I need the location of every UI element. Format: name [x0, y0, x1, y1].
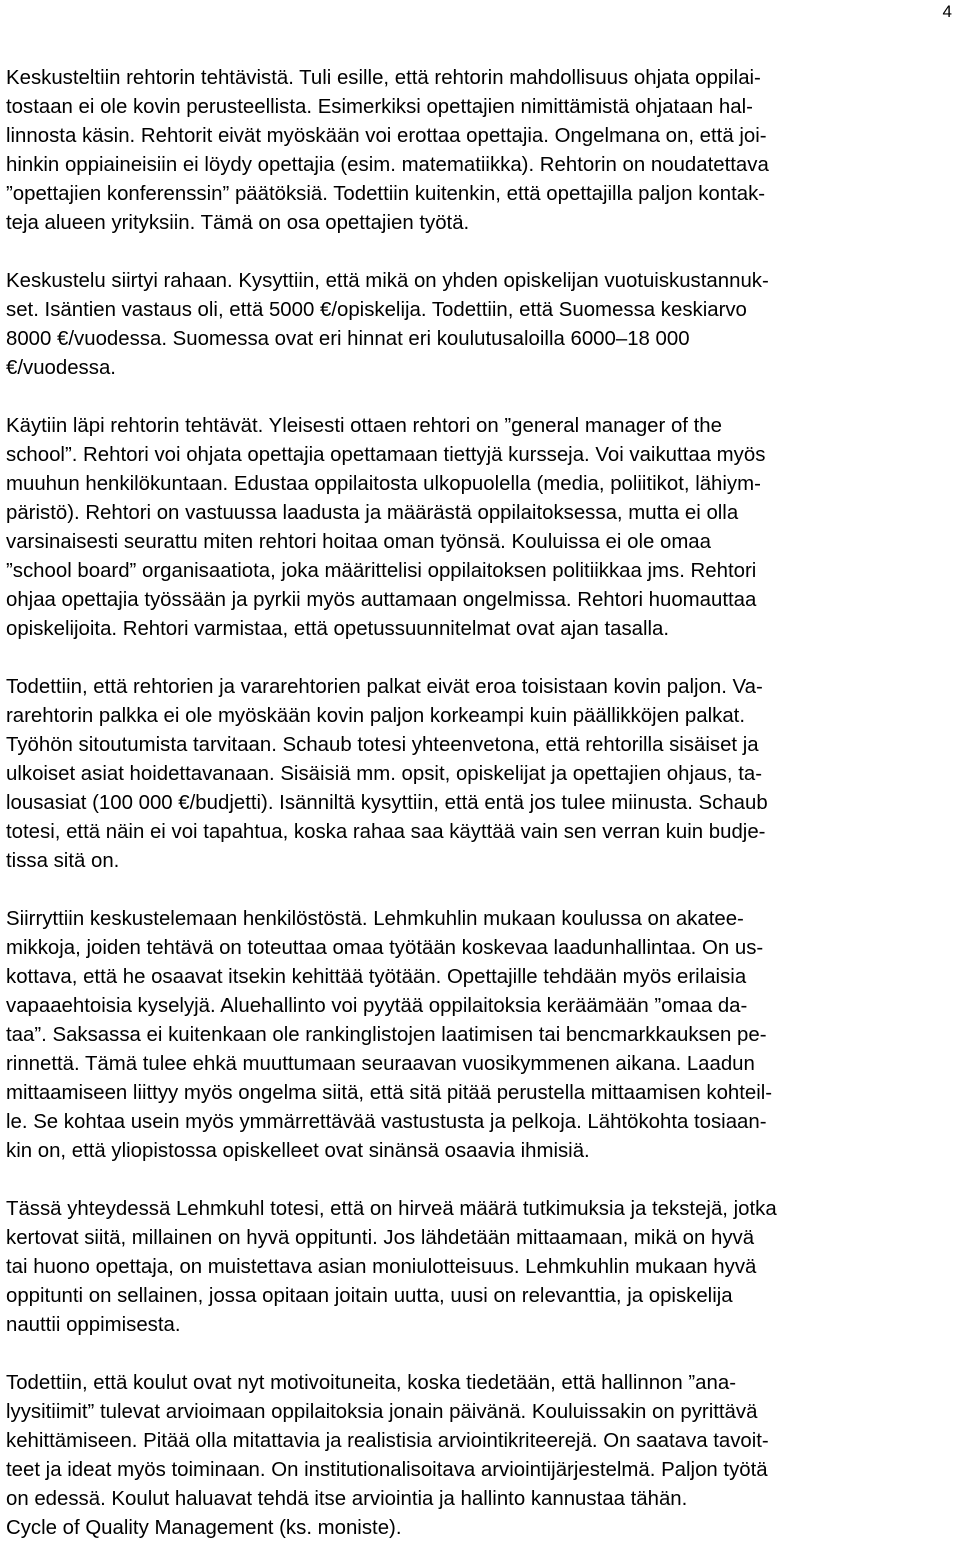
- text-line: Tässä yhteydessä Lehmkuhl totesi, että on hirveä määrä tutkimuksia ja tekstejä, jotka: [6, 1198, 777, 1220]
- text-line: rinnettä. Tämä tulee ehkä muuttumaan seuraavan vuosikymmenen aikana. Laadun: [6, 1053, 755, 1075]
- text-line: le. Se kohtaa usein myös ymmärrettävää vastustusta ja pelkoja. Lähtökohta tosiaan-: [6, 1111, 767, 1133]
- text-line: teja alueen yrityksiin. Tämä on osa opettajien työtä.: [6, 212, 470, 234]
- text-line: school”. Rehtori voi ohjata opettajia opettamaan tiettyjä kursseja. Voi vaikuttaa myös: [6, 444, 766, 466]
- text-line: 8000 €/vuodessa. Suomessa ovat eri hinnat eri koulutusaloilla 6000–18 000: [6, 328, 690, 350]
- text-line: tostaan ei ole kovin perusteellista. Esimerkiksi opettajien nimittämistä ohjataan hal-: [6, 96, 753, 118]
- text-line: ulkoiset asiat hoidettavanaan. Sisäisiä mm. opsit, opiskelijat ja opettajien ohjaus, ta-: [6, 763, 763, 785]
- text-line: rarehtorin palkka ei ole myöskään kovin paljon korkeampi kuin päällikköjen palkat.: [6, 705, 745, 727]
- text-line: Cycle of Quality Management (ks. moniste).: [6, 1517, 402, 1539]
- text-line: ohjaa opettajia työssään ja pyrkii myös auttamaan ongelmissa. Rehtori huomauttaa: [6, 589, 757, 611]
- paragraph-good-lesson: [6, 1195, 956, 1340]
- text-line: muuhun henkilökuntaan. Edustaa oppilaitosta ulkopuolella (media, poliitikot, lähiym-: [6, 473, 761, 495]
- text-line: hinkin oppiaineisiin ei löydy opettajia (esim. matematiikka). Rehtorin on noudatettava: [6, 154, 769, 176]
- text-line: Työhön sitoutumista tarvitaan. Schaub totesi yhteenvetona, että rehtorilla sisäiset ja: [6, 734, 759, 756]
- text-line: Keskustelu siirtyi rahaan. Kysyttiin, että mikä on yhden opiskelijan vuotuiskustannuk-: [6, 270, 769, 292]
- text-line: linnosta käsin. Rehtorit eivät myöskään voi erottaa opettajia. Ongelmana on, että joi-: [6, 125, 767, 147]
- text-line: Todettiin, että koulut ovat nyt motivoituneita, koska tiedetään, että hallinnon ”ana-: [6, 1372, 736, 1394]
- text-line: oppitunti on sellainen, jossa opitaan joitain uutta, uusi on relevanttia, ja opiskelija: [6, 1285, 733, 1307]
- document-body: [6, 64, 956, 1543]
- text-line: taa”. Saksassa ei kuitenkaan ole rankinglistojen laatimisen tai bencmarkkauksen pe-: [6, 1024, 767, 1046]
- text-line: kehittämiseen. Pitää olla mitattavia ja realistisia arviointikriteerejä. On saatava tavoit-: [6, 1430, 769, 1452]
- text-line: mikkoja, joiden tehtävä on toteuttaa omaa työtään koskevaa laadunhallintaa. On us-: [6, 937, 764, 959]
- text-line: kottava, että he osaavat itsekin kehittää työtään. Opettajille tehdään myös erilaisia: [6, 966, 747, 988]
- text-line: päristö). Rehtori on vastuussa laadusta ja määrästä oppilaitoksessa, mutta ei olla: [6, 502, 739, 524]
- text-line: kin on, että yliopistossa opiskelleet ovat sinänsä osaavia ihmisiä.: [6, 1140, 590, 1162]
- paragraph-spacer: [6, 1166, 956, 1195]
- text-line: ”school board” organisaatiota, joka määrittelisi oppilaitoksen politiikkaa jms. Rehtori: [6, 560, 757, 582]
- text-line: lousasiat (100 000 €/budjetti). Isänniltä kysyttiin, että entä jos tulee miinusta. Schaub: [6, 792, 768, 814]
- text-line: kertovat siitä, millainen on hyvä oppitunti. Jos lähdetään mittaamaan, mikä on hyvä: [6, 1227, 755, 1249]
- text-line: totesi, että näin ei voi tapahtua, koska rahaa saa käyttää vain sen verran kuin budje-: [6, 821, 766, 843]
- paragraph-spacer: [6, 238, 956, 267]
- text-line: tissa sitä on.: [6, 850, 120, 872]
- text-line: on edessä. Koulut haluavat tehdä itse arviointia ja hallinto kannustaa tähän.: [6, 1488, 688, 1510]
- text-line: teet ja ideat myös toiminaan. On institutionalisoitava arviointijärjestelmä. Paljon työtä: [6, 1459, 768, 1481]
- text-line: Keskusteltiin rehtorin tehtävistä. Tuli esille, että rehtorin mahdollisuus ohjata oppilai-: [6, 67, 761, 89]
- paragraph-money: [6, 267, 956, 383]
- page-number: 4: [942, 2, 952, 21]
- text-line: Siirryttiin keskustelemaan henkilöstöstä. Lehmkuhlin mukaan koulussa on akatee-: [6, 908, 744, 930]
- paragraph-spacer: [6, 876, 956, 905]
- text-line: vapaaehtoisia kyselyjä. Aluehallinto voi pyytää oppilaitoksia keräämään ”omaa da-: [6, 995, 748, 1017]
- text-line: set. Isäntien vastaus oli, että 5000 €/opiskelija. Todettiin, että Suomessa keskiarvo: [6, 299, 747, 321]
- paragraph-salaries: [6, 673, 956, 876]
- paragraph-spacer: [6, 383, 956, 412]
- text-line: Todettiin, että rehtorien ja vararehtorien palkat eivät eroa toisistaan kovin paljon. Va-: [6, 676, 763, 698]
- paragraph-spacer: [6, 1340, 956, 1369]
- text-line: opiskelijoita. Rehtori varmistaa, että opetussuunnitelmat ovat ajan tasalla.: [6, 618, 670, 640]
- text-line: varsinaisesti seurattu miten rehtori hoitaa oman työnsä. Kouluissa ei ole omaa: [6, 531, 711, 553]
- paragraph-principal-duties: [6, 64, 956, 238]
- paragraph-spacer: [6, 644, 956, 673]
- paragraph-principal-tasks: [6, 412, 956, 644]
- text-line: lyysitiimit” tulevat arvioimaan oppilaitoksia jonain päivänä. Kouluissakin on pyrittävä: [6, 1401, 758, 1423]
- text-line: tai huono opettaja, on muistettava asian moniulotteisuus. Lehmkuhlin mukaan hyvä: [6, 1256, 757, 1278]
- text-line: mittaamiseen liittyy myös ongelma siitä, että sitä pitää perustella mittaamisen kohteil-: [6, 1082, 773, 1104]
- text-line: ”opettajien konferenssin” päätöksiä. Todettiin kuitenkin, että opettajilla paljon kontak-: [6, 183, 766, 205]
- paragraph-evaluation: [6, 1369, 956, 1543]
- paragraph-staff: [6, 905, 956, 1166]
- text-line: nauttii oppimisesta.: [6, 1314, 181, 1336]
- text-line: €/vuodessa.: [6, 357, 116, 379]
- text-line: Käytiin läpi rehtorin tehtävät. Yleisesti ottaen rehtori on ”general manager of the: [6, 415, 722, 437]
